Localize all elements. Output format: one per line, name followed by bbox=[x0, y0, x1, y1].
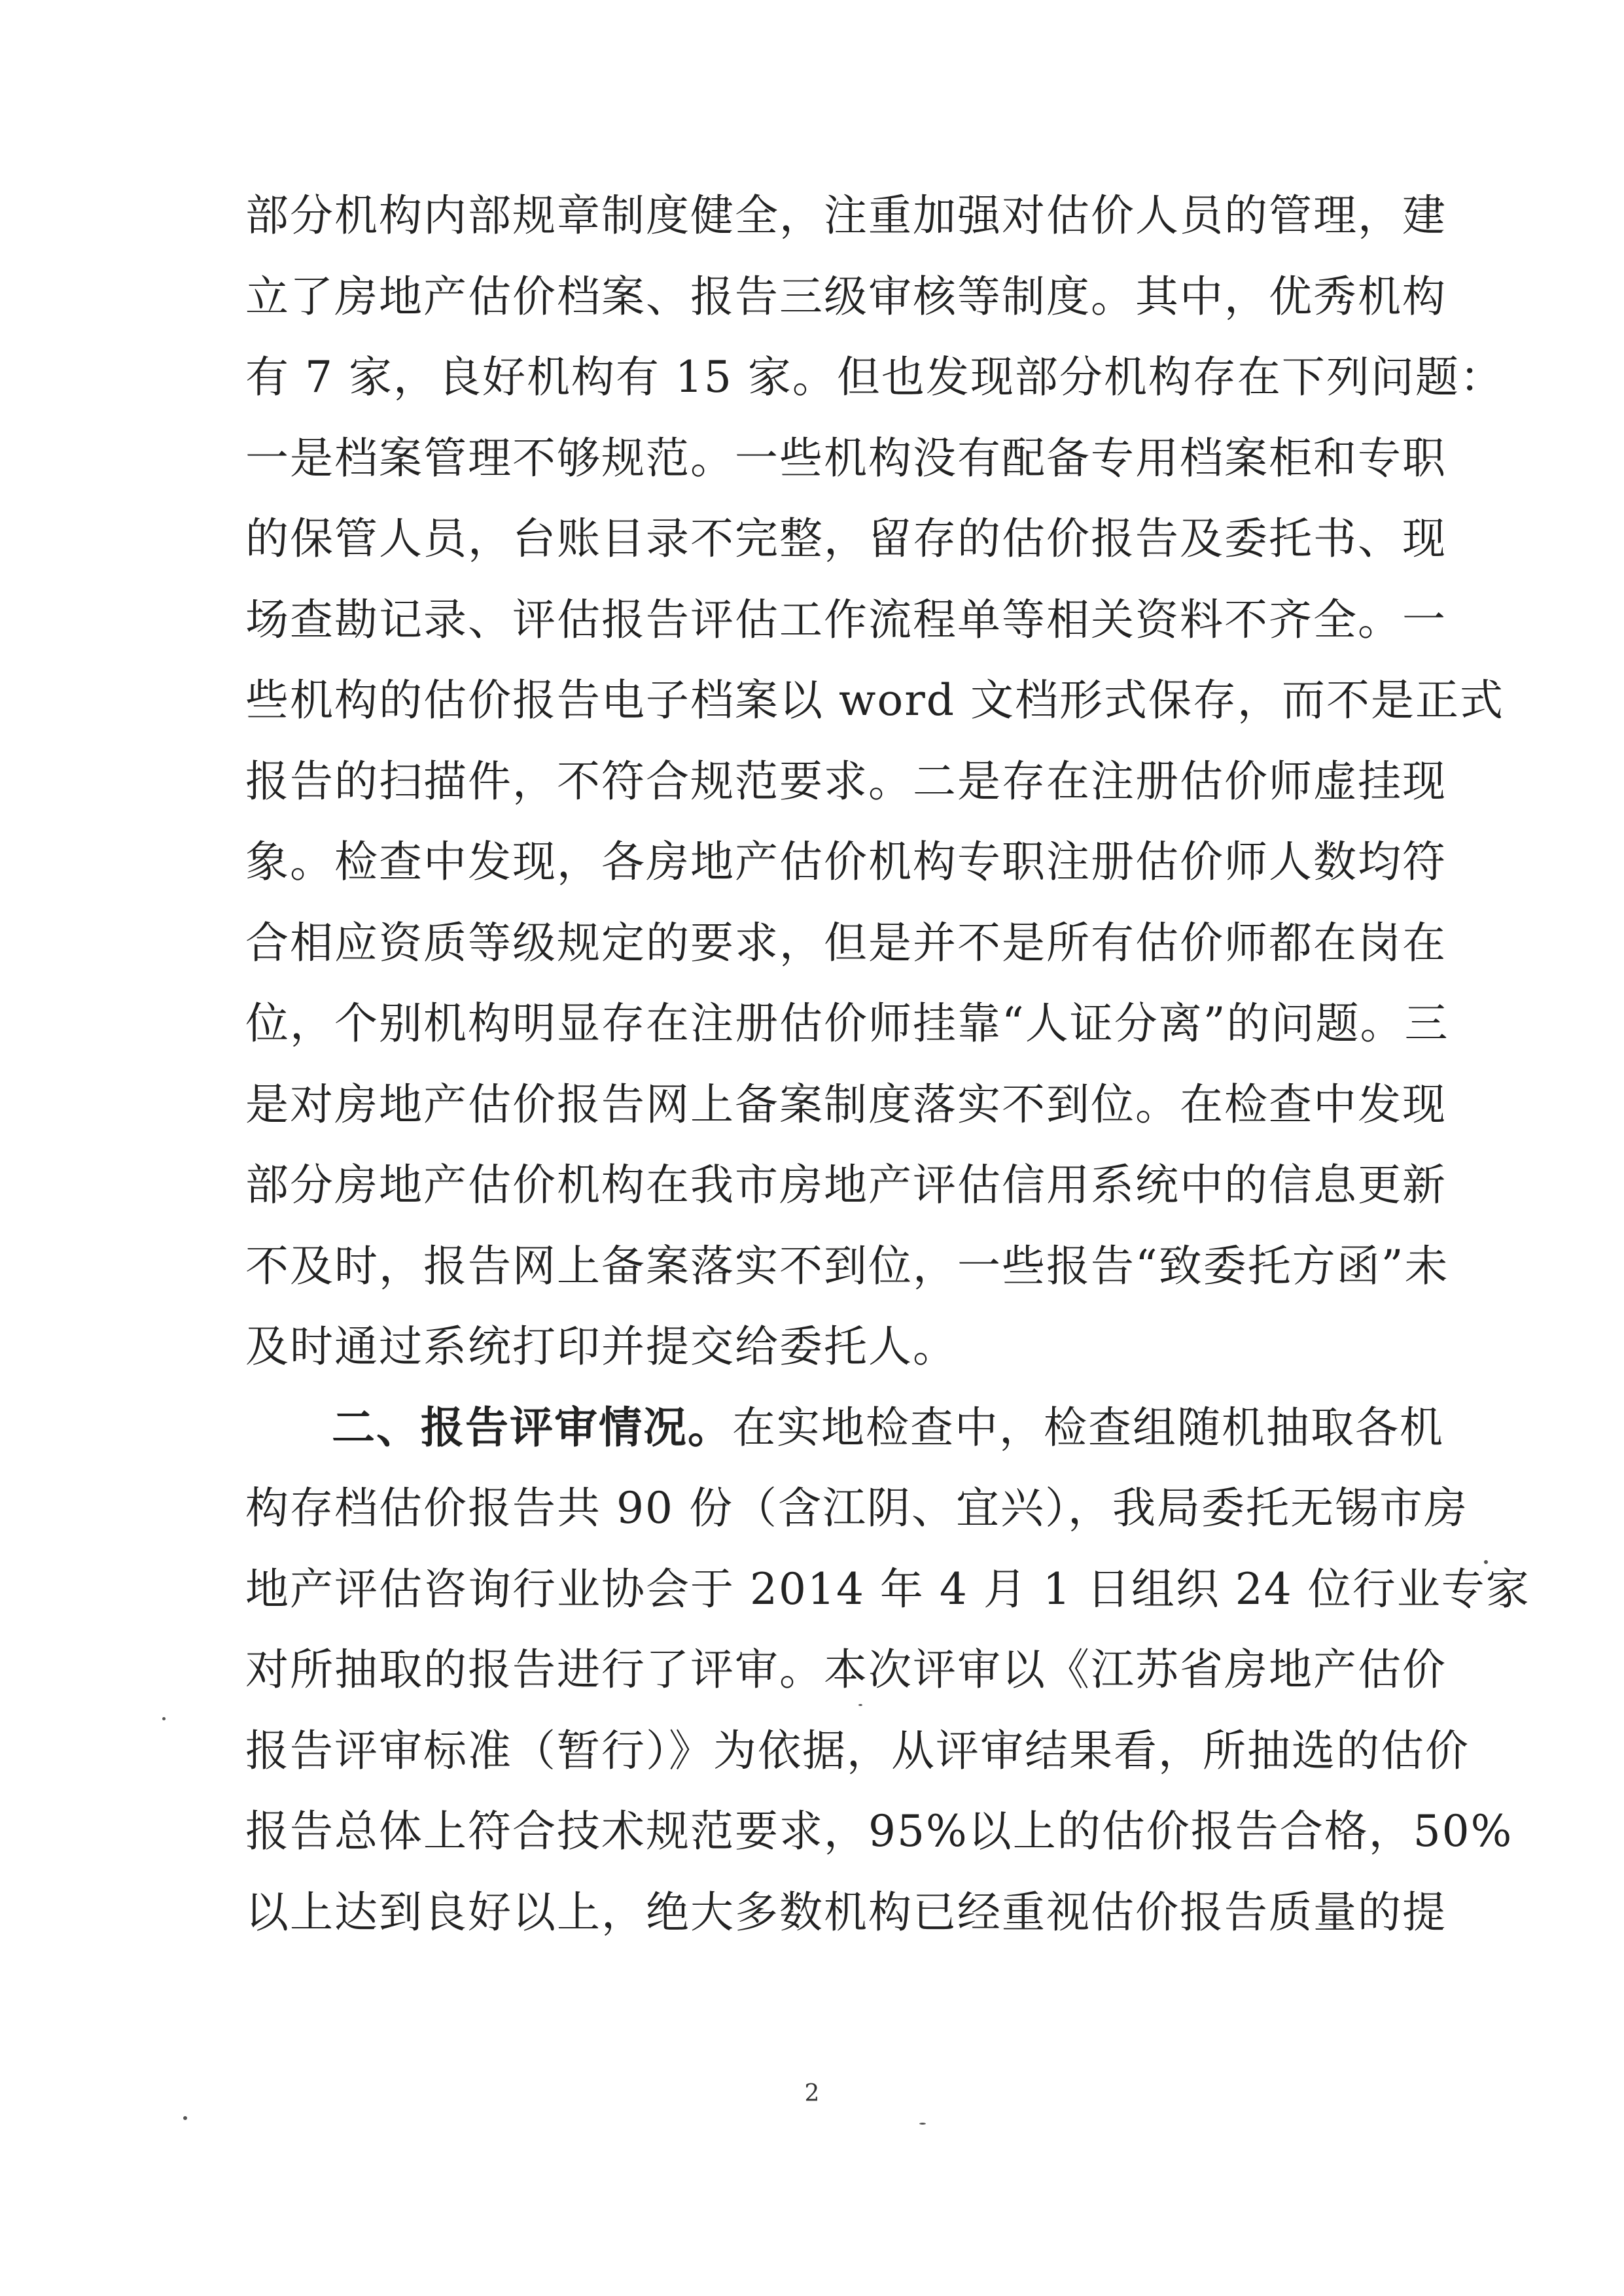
text-line: 报告评审标准（暂行）》为依据，从评审结果看，所抽选的估价 bbox=[245, 1725, 1470, 1776]
text-line: 一是档案管理不够规范。一些机构没有配备专用档案柜和专职 bbox=[245, 432, 1447, 483]
text-line: 及时通过系统打印并提交给委托人。 bbox=[245, 1321, 957, 1372]
text-line: 对所抽取的报告进行了评审。本次评审以《江苏省房地产估价 bbox=[245, 1644, 1447, 1695]
text-line: 地产评估咨询行业协会于 2014 年 4 月 1 日组织 24 位行业专家 bbox=[245, 1563, 1530, 1614]
text-line: 以上达到良好以上，绝大多数机构已经重视估价报告质量的提 bbox=[245, 1887, 1447, 1938]
text-line: 些机构的估价报告电子档案以 word 文档形式保存，而不是正式 bbox=[245, 675, 1504, 725]
text-line: 不及时，报告网上备案落实不到位，一些报告“致委托方函”未 bbox=[245, 1240, 1449, 1291]
section-2-first-line bbox=[245, 1387, 1444, 1469]
scan-speck bbox=[183, 2116, 187, 2120]
text-line: 构存档估价报告共 90 份（含江阴、宜兴），我局委托无锡市房 bbox=[245, 1483, 1468, 1533]
text-line: 报告总体上符合技术规范要求，95%以上的估价报告合格，50% bbox=[245, 1806, 1513, 1856]
page-number: 2 bbox=[804, 2080, 820, 2107]
text-line: 部分房地产估价机构在我市房地产评估信用系统中的信息更新 bbox=[245, 1160, 1447, 1210]
body-text bbox=[245, 175, 1530, 1953]
scan-speck bbox=[858, 1704, 862, 1706]
text-line: 立了房地产估价档案、报告三级审核等制度。其中，优秀机构 bbox=[245, 271, 1447, 322]
scan-speck bbox=[919, 2123, 926, 2125]
scan-speck bbox=[162, 1717, 166, 1720]
text-line: 的保管人员，台账目录不完整，留存的估价报告及委托书、现 bbox=[245, 513, 1447, 564]
text-line: 报告的扫描件，不符合规范要求。二是存在注册估价师虚挂现 bbox=[245, 756, 1447, 807]
scan-speck bbox=[1484, 1560, 1488, 1564]
text-line: 合相应资质等级规定的要求，但是并不是所有估价师都在岗在 bbox=[245, 917, 1447, 968]
text-line: 部分机构内部规章制度健全，注重加强对估价人员的管理，建 bbox=[245, 190, 1447, 241]
section-2-first-line-text: 在实地检查中，检查组随机抽取各机 bbox=[732, 1402, 1444, 1453]
text-line: 有 7 家，良好机构有 15 家。但也发现部分机构存在下列问题： bbox=[245, 352, 1504, 402]
text-line: 是对房地产估价报告网上备案制度落实不到位。在检查中发现 bbox=[245, 1079, 1447, 1130]
text-line: 场查勘记录、评估报告评估工作流程单等相关资料不齐全。一 bbox=[245, 594, 1447, 645]
section-2-heading: 二、报告评审情况。 bbox=[332, 1402, 732, 1453]
text-line: 位，个别机构明显存在注册估价师挂靠“人证分离”的问题。三 bbox=[245, 998, 1449, 1049]
text-line: 象。检查中发现，各房地产估价机构专职注册估价师人数均符 bbox=[245, 837, 1447, 887]
